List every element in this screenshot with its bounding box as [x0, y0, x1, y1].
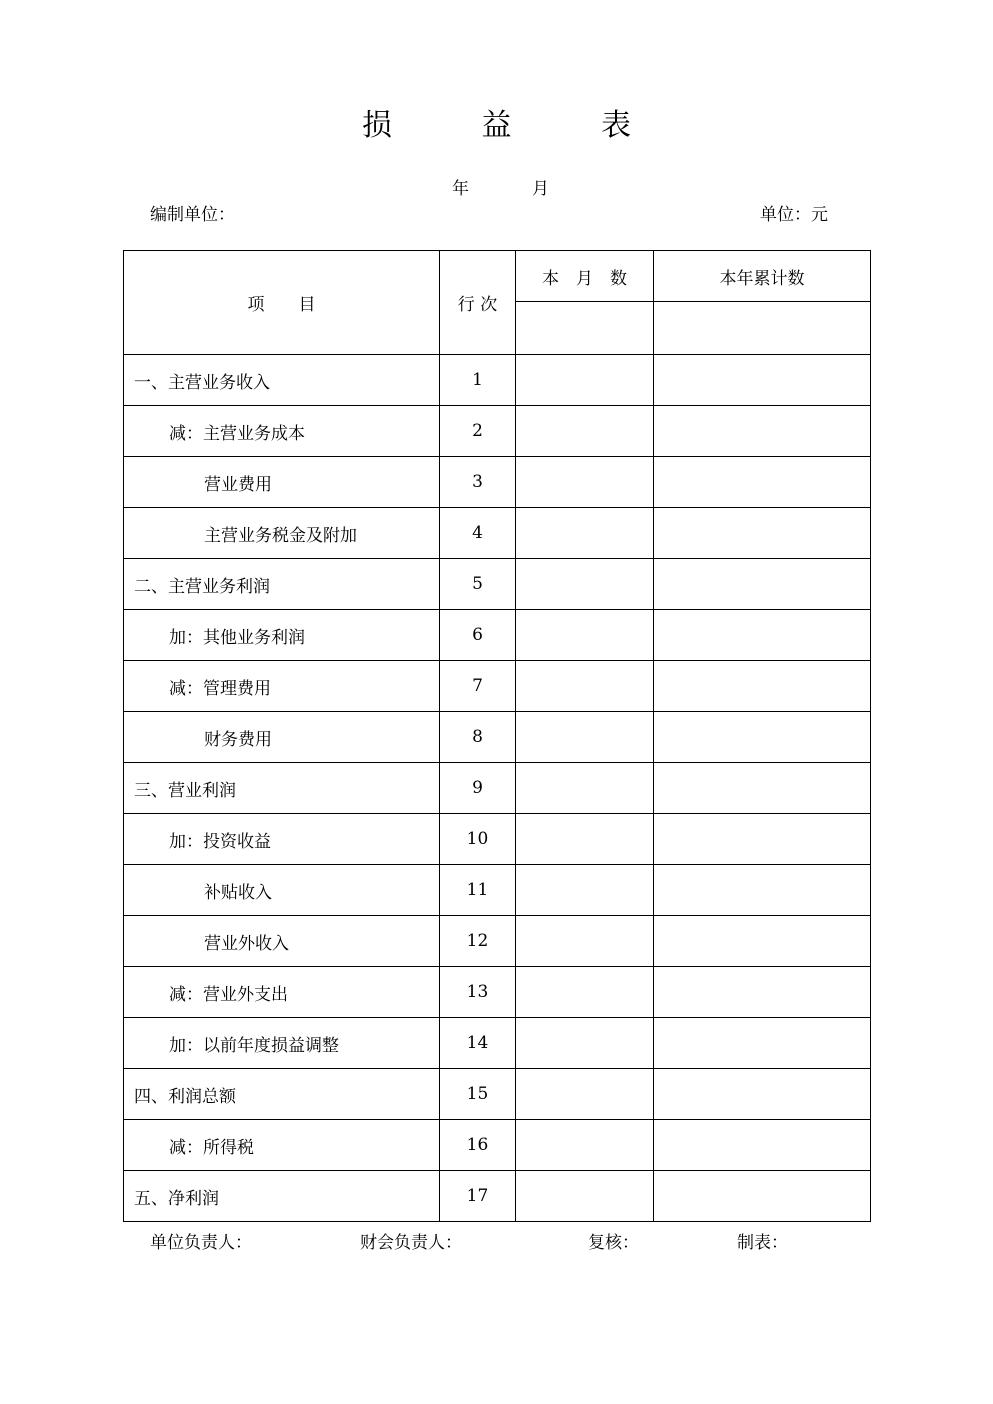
row-item-label: 主营业务税金及附加 — [124, 508, 440, 559]
row-line-no: 13 — [440, 967, 516, 1018]
header-item: 项 目 — [124, 251, 440, 355]
table-row — [124, 865, 871, 916]
row-year-to-date-cell — [654, 661, 871, 712]
row-current-month-cell — [516, 865, 654, 916]
row-line-no: 4 — [440, 508, 516, 559]
row-current-month-cell — [516, 1018, 654, 1069]
document-title: 损 益 表 — [361, 108, 672, 143]
row-item-label: 减：管理费用 — [124, 661, 440, 712]
table-row — [124, 610, 871, 661]
table-row — [124, 1120, 871, 1171]
row-item-label: 补贴收入 — [124, 865, 440, 916]
table-row — [124, 355, 871, 406]
row-item-label: 一、主营业务收入 — [124, 355, 440, 406]
row-current-month-cell — [516, 508, 654, 559]
table-row — [124, 763, 871, 814]
row-year-to-date-cell — [654, 814, 871, 865]
row-year-to-date-cell — [654, 508, 871, 559]
row-year-to-date-cell — [654, 1069, 871, 1120]
table-row — [124, 1171, 871, 1222]
row-line-no: 16 — [440, 1120, 516, 1171]
footer-prepared-by: 制表： — [737, 1233, 788, 1253]
row-line-no: 8 — [440, 712, 516, 763]
header-current-month: 本 月 数 — [516, 251, 654, 302]
table-row — [124, 457, 871, 508]
footer-unit-head: 单位负责人： — [150, 1233, 252, 1253]
row-current-month-cell — [516, 763, 654, 814]
row-item-label: 二、主营业务利润 — [124, 559, 440, 610]
footer-review: 复核： — [588, 1233, 639, 1253]
period-month-label: 月 — [532, 179, 549, 199]
row-year-to-date-cell — [654, 457, 871, 508]
row-current-month-cell — [516, 406, 654, 457]
row-item-label: 营业费用 — [124, 457, 440, 508]
row-item-label: 加：其他业务利润 — [124, 610, 440, 661]
row-line-no: 5 — [440, 559, 516, 610]
row-year-to-date-cell — [654, 406, 871, 457]
row-current-month-cell — [516, 1120, 654, 1171]
row-item-label: 加：投资收益 — [124, 814, 440, 865]
row-line-no: 2 — [440, 406, 516, 457]
footer-finance-head: 财会负责人： — [360, 1233, 462, 1253]
row-line-no: 9 — [440, 763, 516, 814]
table-row — [124, 559, 871, 610]
row-current-month-cell — [516, 1069, 654, 1120]
header-current-month-blank — [516, 302, 654, 355]
header-year-to-date-blank — [654, 302, 871, 355]
row-year-to-date-cell — [654, 559, 871, 610]
table-row — [124, 814, 871, 865]
row-line-no: 11 — [440, 865, 516, 916]
header-year-to-date: 本年累计数 — [654, 251, 871, 302]
row-line-no: 10 — [440, 814, 516, 865]
period-year-label: 年 — [452, 179, 469, 199]
row-line-no: 6 — [440, 610, 516, 661]
row-item-label: 财务费用 — [124, 712, 440, 763]
row-line-no: 15 — [440, 1069, 516, 1120]
row-current-month-cell — [516, 712, 654, 763]
row-year-to-date-cell — [654, 610, 871, 661]
row-year-to-date-cell — [654, 865, 871, 916]
row-line-no: 7 — [440, 661, 516, 712]
row-line-no: 1 — [440, 355, 516, 406]
row-item-label: 减：主营业务成本 — [124, 406, 440, 457]
row-item-label: 营业外收入 — [124, 916, 440, 967]
row-year-to-date-cell — [654, 355, 871, 406]
row-year-to-date-cell — [654, 967, 871, 1018]
row-current-month-cell — [516, 661, 654, 712]
table-row — [124, 916, 871, 967]
unit-label: 单位：元 — [760, 205, 828, 225]
row-item-label: 加：以前年度损益调整 — [124, 1018, 440, 1069]
row-current-month-cell — [516, 355, 654, 406]
row-year-to-date-cell — [654, 763, 871, 814]
row-year-to-date-cell — [654, 916, 871, 967]
row-item-label: 四、利润总额 — [124, 1069, 440, 1120]
row-current-month-cell — [516, 559, 654, 610]
row-line-no: 17 — [440, 1171, 516, 1222]
table-row — [124, 406, 871, 457]
row-line-no: 14 — [440, 1018, 516, 1069]
row-year-to-date-cell — [654, 1171, 871, 1222]
row-line-no: 3 — [440, 457, 516, 508]
table-row — [124, 508, 871, 559]
row-item-label: 减：营业外支出 — [124, 967, 440, 1018]
table-row — [124, 1069, 871, 1120]
company-label: 编制单位： — [150, 205, 235, 225]
row-current-month-cell — [516, 610, 654, 661]
row-current-month-cell — [516, 967, 654, 1018]
table-row — [124, 712, 871, 763]
table-row — [124, 1018, 871, 1069]
row-current-month-cell — [516, 457, 654, 508]
row-year-to-date-cell — [654, 1018, 871, 1069]
row-current-month-cell — [516, 1171, 654, 1222]
header-line-no: 行 次 — [440, 251, 516, 355]
row-current-month-cell — [516, 814, 654, 865]
row-year-to-date-cell — [654, 712, 871, 763]
table-row — [124, 967, 871, 1018]
row-year-to-date-cell — [654, 1120, 871, 1171]
row-current-month-cell — [516, 916, 654, 967]
income-statement-table — [123, 250, 871, 1222]
report-period — [0, 174, 993, 198]
table-row — [124, 661, 871, 712]
row-item-label: 三、营业利润 — [124, 763, 440, 814]
row-line-no: 12 — [440, 916, 516, 967]
row-item-label: 减：所得税 — [124, 1120, 440, 1171]
row-item-label: 五、净利润 — [124, 1171, 440, 1222]
